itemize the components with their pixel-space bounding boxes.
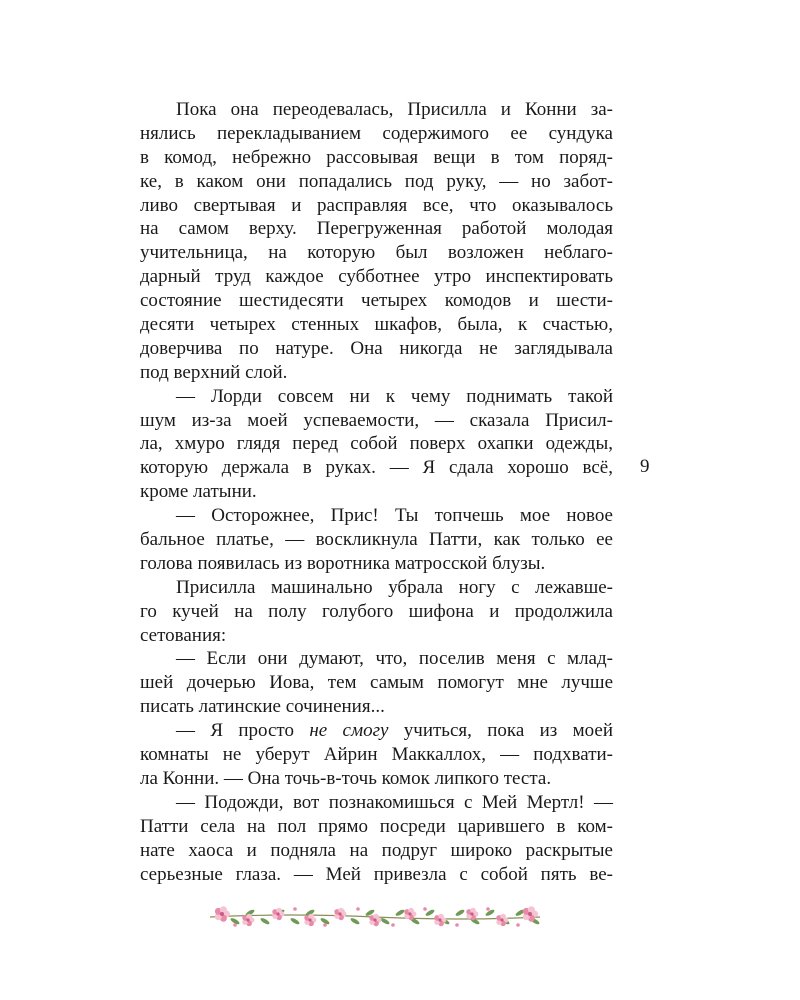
text-line: сетования: [140,624,227,646]
text-line: ливо свертывая и расправляя все, что оказывалось [140,194,613,216]
text-line: кроме латыни. [140,481,257,503]
text-line: учительница, на которую был возложен неблаго- [140,242,613,264]
floral-divider-icon [200,896,550,938]
text-line: десяти четырех стенных шкафов, была, к счастью, [140,314,613,336]
text-line: — Лорди совсем ни к чему поднимать такой [176,385,613,407]
text-line: нялись перекладыванием содержимого ее сундука [140,122,613,144]
text-line: нате хаоса и подняла на подруг широко раскрытые [140,839,613,861]
text-line: ла Конни. — Она точь-в-точь комок липкого теста. [140,767,552,789]
text-line: в комод, небрежно рассовывая вещи в том поряд- [140,146,613,168]
text-line: го кучей на полу голубого шифона и продолжила [140,600,613,622]
text-line: ла, хмуро глядя перед собой поверх охапки одежды, [140,433,613,455]
text-line: писать латинские сочинения... [140,696,385,718]
body-text [140,98,613,886]
text-line: дарный труд каждое субботнее утро инспектировать [140,266,613,288]
text-line: под верхний слой. [140,361,288,383]
page-number: 9 [640,456,650,477]
text-line: — Подожди, вот познакомишься с Мей Мертл! — [176,791,613,813]
text-line: Присилла машинально убрала ногу с лежавше- [176,576,613,598]
text-line: состояние шестидесяти четырех комодов и шести- [140,290,613,312]
text-line: шум из-за моей успеваемости, — сказала Присил- [140,409,613,431]
text-line: на самом верху. Перегруженная работой молодая [140,218,613,240]
text-line: комнаты не уберут Айрин Маккаллох, — подхвати- [140,744,613,766]
text-line: серьезные глаза. — Мей привезла с собой пять ве- [140,863,613,885]
text-line: доверчива по натуре. Она никогда не заглядывала [140,337,613,359]
text-line: ке, в каком они попадались под руку, — но забот- [140,170,613,192]
text-line: Пока она переодевалась, Присилла и Конни за- [176,99,613,120]
text-line: шей дочерью Иова, тем самым помогут мне лучше [140,672,613,694]
text-line: бальное платье, — воскликнула Патти, как только ее [140,529,613,551]
text-line: Патти села на пол прямо посреди царившего в ком- [140,815,613,837]
text-line: которую держала в руках. — Я сдала хорошо всё, [140,457,613,479]
text-line: — Я просто не смогу учиться, пока из моей [176,720,613,742]
text-line: голова появилась из воротника матросской блузы. [140,552,546,574]
text-line: — Если они думают, что, поселив меня с млад- [176,648,613,670]
text-line: — Осторожнее, Прис! Ты топчешь мое новое [176,505,613,527]
